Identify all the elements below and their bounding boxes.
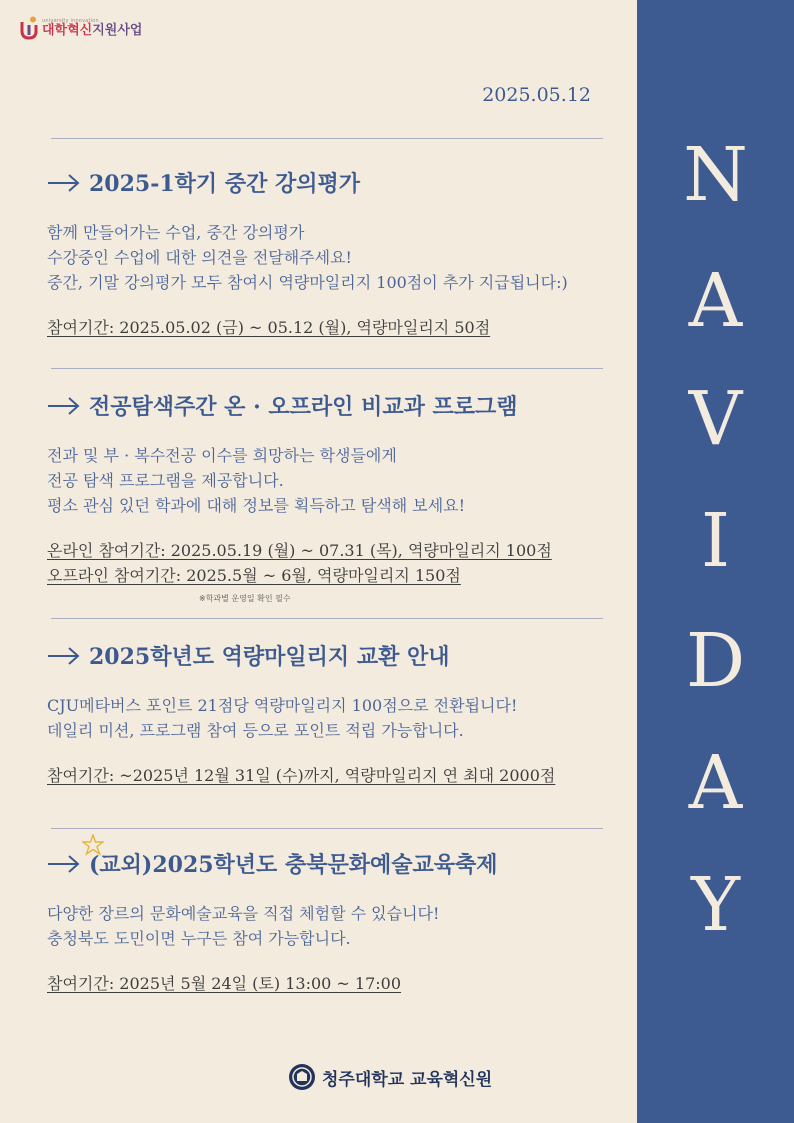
offline-participation-period: 오프라인 참여기간: 2025.5월 ~ 6월, 역량마일리지 150점 bbox=[47, 566, 461, 585]
section-title: 전공탐색주간 온 · 오프라인 비교과 프로그램 bbox=[47, 390, 617, 421]
section-major-exploration bbox=[47, 390, 617, 603]
arrow-right-icon bbox=[47, 396, 81, 416]
section-body: CJU메타버스 포인트 21점당 역량마일리지 100점으로 전환됩니다! 데일리 미션, 프로그램 참여 등으로 포인트 적립 가능합니다. bbox=[47, 696, 518, 740]
issue-date: 2025.05.12 bbox=[482, 84, 591, 106]
section-mileage-exchange bbox=[47, 640, 617, 788]
divider bbox=[51, 828, 603, 829]
participation-period: 참여기간: ~2025년 12월 31일 (수)까지, 역량마일리지 연 최대 2000점 bbox=[47, 766, 556, 785]
section-title: (교외)2025학년도 충북문화예술교육축제 bbox=[47, 848, 617, 879]
arrow-right-icon bbox=[47, 646, 81, 666]
institution-name: 청주대학교 교육혁신원 bbox=[322, 1069, 493, 1090]
side-letter: A bbox=[688, 740, 743, 826]
online-participation-period: 온라인 참여기간: 2025.05.19 (월) ~ 07.31 (목), 역량마일리지 100점 bbox=[47, 541, 552, 560]
section-title: 2025-1학기 중간 강의평가 bbox=[47, 167, 617, 198]
section-mid-term-evaluation bbox=[47, 167, 617, 340]
participation-period: 참여기간: 2025년 5월 24일 (토) 13:00 ~ 17:00 bbox=[47, 974, 402, 993]
section-body: 다양한 장르의 문화예술교육을 직접 체험할 수 있습니다! 충청북도 도민이면 누구든 참여 가능합니다. bbox=[47, 904, 440, 948]
footer-institution bbox=[288, 1063, 492, 1091]
participation-period: 참여기간: 2025.05.02 (금) ~ 05.12 (월), 역량마일리지 50점 bbox=[47, 318, 491, 337]
side-letter: I bbox=[700, 498, 731, 584]
section-title: 2025학년도 역량마일리지 교환 안내 bbox=[47, 640, 617, 671]
section-culture-arts-festival bbox=[47, 848, 617, 996]
divider bbox=[51, 618, 603, 619]
arrow-right-icon bbox=[47, 854, 81, 874]
star-icon bbox=[82, 834, 104, 856]
arrow-right-icon bbox=[47, 173, 81, 193]
logo-tagline: university innovation bbox=[42, 18, 99, 24]
university-emblem-icon bbox=[288, 1063, 316, 1091]
side-letter: Y bbox=[691, 862, 740, 948]
program-logo bbox=[20, 16, 142, 40]
side-letter: D bbox=[685, 618, 746, 704]
section-body: 함께 만들어가는 수업, 중간 강의평가 수강중인 수업에 대한 의견을 전달해주세요! 중간, 기말 강의평가 모두 참여시 역량마일리지 100점이 추가 지급됩니다:) bbox=[47, 223, 568, 292]
divider bbox=[51, 368, 603, 369]
footnote: ※학과별 운영일 확인 필수 bbox=[199, 594, 291, 603]
divider bbox=[51, 138, 603, 139]
logo-name: 대학혁신지원사업 bbox=[42, 23, 143, 38]
side-letter: N bbox=[683, 132, 748, 218]
side-panel bbox=[637, 0, 794, 1123]
side-letter: V bbox=[688, 376, 743, 462]
logo-mark-icon bbox=[20, 16, 38, 40]
side-letter: A bbox=[688, 258, 743, 344]
section-body: 전과 및 부 · 복수전공 이수를 희망하는 학생들에게 전공 탐색 프로그램을 제공합니다. 평소 관심 있던 학과에 대해 정보를 획득하고 탐색해 보세요! bbox=[47, 446, 466, 515]
